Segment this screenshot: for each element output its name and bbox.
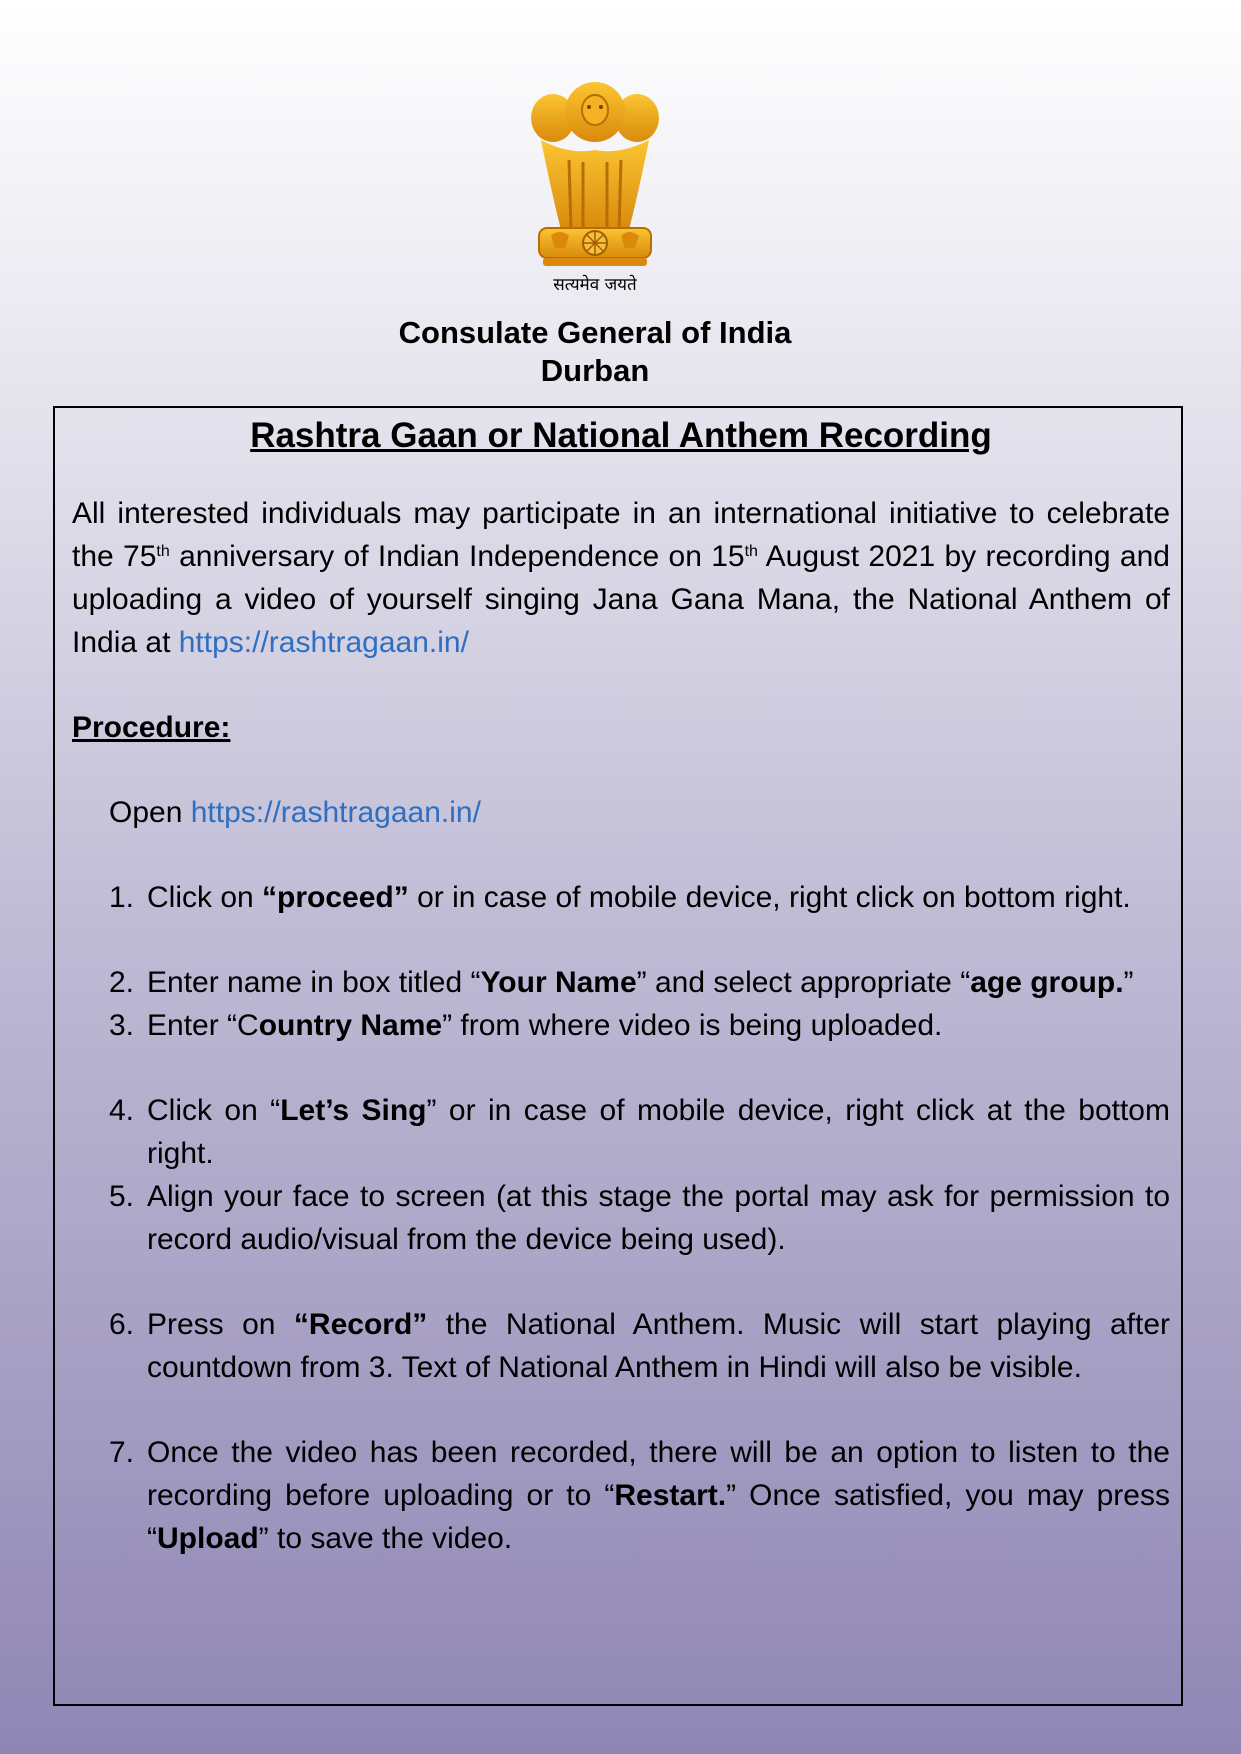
step-text: Press on xyxy=(147,1308,294,1341)
intro-text-1: All interested individuals may participate in an international initiative to celebrate the 75 xyxy=(72,497,1170,573)
page-title: Rashtra Gaan or National Anthem Recording xyxy=(250,416,992,455)
open-instruction xyxy=(109,791,1170,834)
org-line-1: Consulate General of India xyxy=(398,315,792,350)
step-text: Click on “ xyxy=(147,1094,281,1127)
step-6 xyxy=(72,1303,1170,1389)
organization-name xyxy=(0,314,1190,390)
procedure-heading: Procedure: xyxy=(72,711,231,744)
emblem-motto: सत्यमेव जयते xyxy=(553,275,637,295)
step-number: 3. xyxy=(109,1009,135,1042)
step-keyword: ountry Name xyxy=(258,1009,443,1042)
step-keyword: “proceed” xyxy=(262,881,409,914)
step-text: Align your face to screen (at this stage the portal may ask for permission to record audio/visual from the device being used). xyxy=(147,1180,1170,1256)
step-text: or in case of mobile device, right click on bottom right. xyxy=(408,881,1131,914)
step-4 xyxy=(72,1089,1170,1175)
step-text: Once the video has been recorded, there will be an option to listen to the recording before uploading or to “ xyxy=(147,1436,1170,1512)
step-keyword: Upload xyxy=(157,1522,259,1555)
step-number: 5. xyxy=(109,1180,135,1213)
step-number: 1. xyxy=(109,881,135,914)
step-text: ” Once satisfied, you may press “ xyxy=(147,1479,1170,1555)
step-3 xyxy=(72,1004,1170,1047)
step-text: Enter name in box titled “ xyxy=(147,966,481,999)
open-link[interactable]: https://rashtragaan.in/ xyxy=(190,796,481,829)
notice-panel xyxy=(53,406,1183,1706)
step-number: 6. xyxy=(109,1308,135,1341)
step-1 xyxy=(72,876,1170,919)
step-2 xyxy=(72,961,1170,1004)
step-number: 2. xyxy=(109,966,135,999)
step-7 xyxy=(72,1431,1170,1560)
org-line-2: Durban xyxy=(540,353,650,388)
step-text: ” from where video is being uploaded. xyxy=(442,1009,943,1042)
intro-text-3: August 2021 by recording and uploading a video of yourself singing Jana Gana Mana, the National Anthem of India at xyxy=(72,540,1170,659)
step-text: ” or in case of mobile device, right click at the bottom right. xyxy=(147,1094,1170,1170)
ordinal-suffix: th xyxy=(744,543,758,560)
step-number: 4. xyxy=(109,1094,135,1127)
step-keyword: Your Name xyxy=(480,966,637,999)
step-text: ” xyxy=(1123,966,1134,999)
step-keyword: “Record” xyxy=(293,1308,428,1341)
national-emblem-icon xyxy=(521,80,669,270)
rashtragaan-link[interactable]: https://rashtragaan.in/ xyxy=(178,626,469,659)
open-text: Open xyxy=(109,796,191,829)
step-text: Click on xyxy=(147,881,263,914)
step-text: the National Anthem. Music will start playing after countdown from 3. Text of National Anthem in Hindi will also be visible. xyxy=(147,1308,1170,1384)
step-number: 7. xyxy=(109,1436,135,1469)
step-5 xyxy=(72,1175,1170,1261)
step-keyword: Let’s Sing xyxy=(280,1094,427,1127)
step-keyword: Restart. xyxy=(614,1479,727,1512)
procedure-steps xyxy=(72,876,1170,1560)
step-keyword: age group. xyxy=(970,966,1124,999)
ordinal-suffix: th xyxy=(156,543,170,560)
step-text: ” and select appropriate “ xyxy=(636,966,971,999)
step-text: Enter “C xyxy=(147,1009,259,1042)
intro-text-2: anniversary of Indian Independence on 15 xyxy=(169,540,745,573)
intro-paragraph xyxy=(72,492,1170,664)
step-text: ” to save the video. xyxy=(258,1522,513,1555)
